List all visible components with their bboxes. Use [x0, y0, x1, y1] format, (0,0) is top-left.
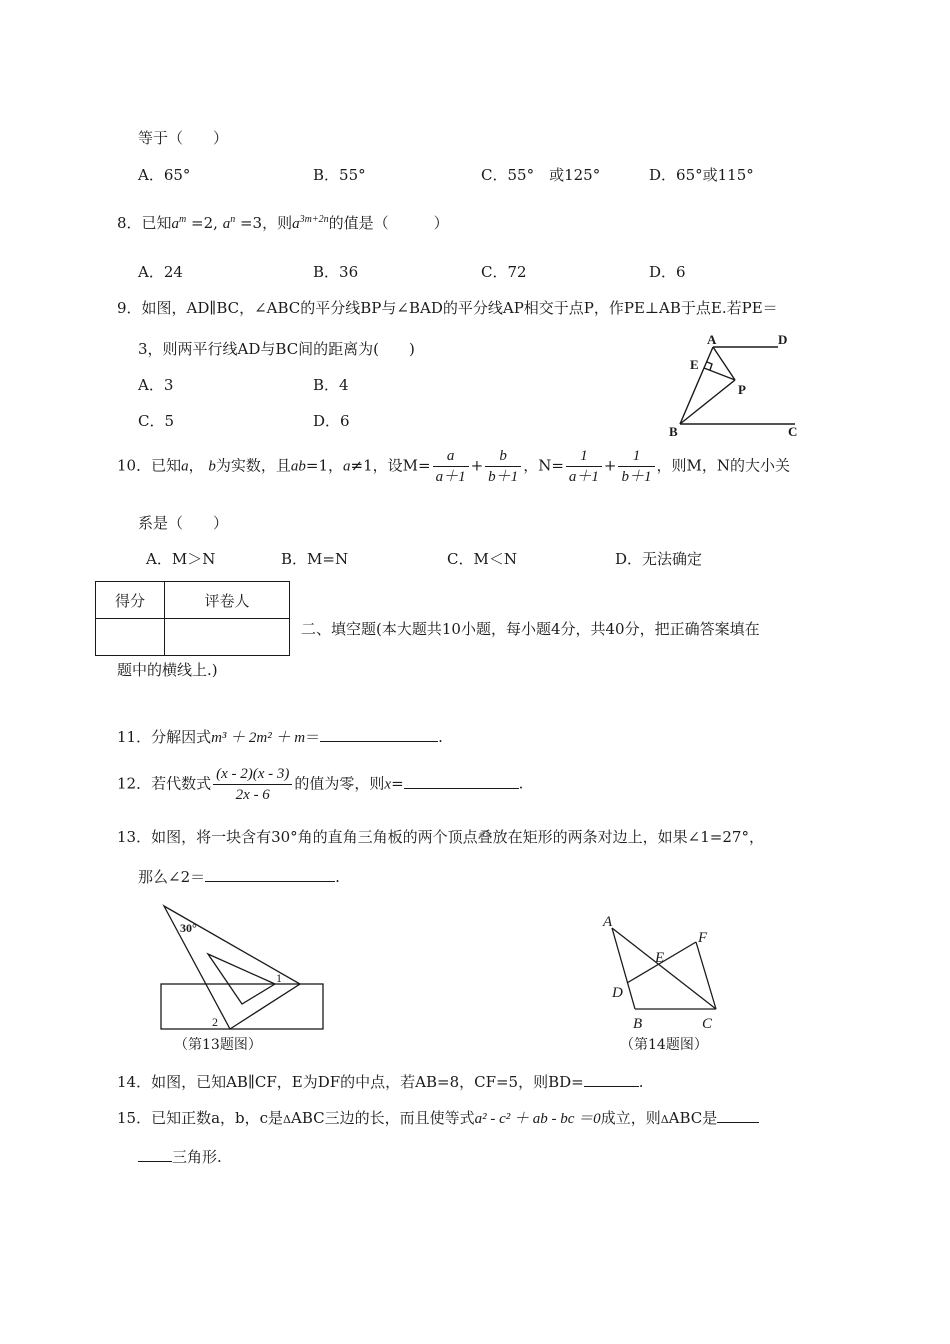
q13-caption: （第13题图）: [174, 1037, 262, 1053]
q10-line2: 系是（ ）: [138, 514, 229, 532]
q11-stem: 11．分解因式m³ ＋ 2m² ＋ m＝ .: [117, 728, 443, 746]
q7-option-d: D．65°或115°: [649, 166, 754, 184]
q10-option-b: B．M=N: [281, 550, 349, 568]
section2-heading-cont: 题中的横线上.): [117, 661, 218, 679]
q12-stem: 12．若代数式 $\frac{(x - 2)(x - 3)}{2x - 6}$ 的值为零，则x= .: [117, 766, 524, 803]
q9-figure: [660, 328, 810, 440]
q12-fraction: $\frac{(x - 2)(x - 3)}{2x - 6}$: [213, 764, 292, 805]
q9-line2: 3，则两平行线AD与BC间的距离为( ): [138, 340, 415, 358]
q7-continuation: 等于（ ）: [138, 129, 229, 147]
q9-label-a: A: [707, 332, 717, 347]
q12-answer-blank[interactable]: [404, 774, 519, 789]
q15-answer-blank-cont[interactable]: [138, 1147, 172, 1162]
q9-option-a: A．3: [138, 376, 174, 394]
q7-option-b: B．55°: [313, 166, 366, 184]
q13-line2: 那么∠2＝ .: [138, 868, 340, 886]
q15-stem: 15．已知正数a，b，c是ΔABC三边的长，而且使等式a² - c² ＋ ab - bc ＝0成立，则ΔABC是: [117, 1107, 759, 1128]
q14-label-c: C: [702, 1016, 713, 1031]
q10-stem: 10．已知a， b为实数，且ab=1，a≠1，设M= $\frac{a}{a+1}$ + $\frac{b}{b+1}$ ，N= $\frac{1}{a+1}$ + $\frac{1}{b+1}$ ，则M，N的大小关: [117, 448, 790, 485]
q11-answer-blank[interactable]: [320, 727, 438, 742]
q8-option-c: C．72: [481, 263, 527, 281]
q10-frac-m1: $\frac{a}{a+1}$: [433, 446, 469, 487]
score-table: [95, 581, 290, 656]
score-cell[interactable]: [96, 619, 165, 656]
q8-stem: 8．已知$a^m =2$, $a^n =3$，则$a^{3m+2n}$的值是（ ）: [117, 214, 449, 232]
q9-label-p: P: [738, 382, 746, 397]
score-header: 得分: [96, 582, 165, 619]
section2-heading: 二、填空题(本大题共10小题，每小题4分，共40分，把正确答案填在: [301, 620, 760, 638]
q9-option-c: C．5: [138, 412, 175, 430]
q15-line2: 三角形.: [138, 1146, 222, 1167]
q10-frac-m2: $\frac{b}{b+1}$: [485, 446, 521, 487]
q15-answer-blank[interactable]: [717, 1108, 759, 1123]
q9-line1: 9．如图，AD∥BC，∠ABC的平分线BP与∠BAD的平分线AP相交于点P，作PE⊥AB于点E.若PE＝: [117, 299, 778, 317]
q14-figure: [597, 906, 732, 1031]
q8-option-d: D．6: [649, 263, 686, 281]
q14-answer-blank[interactable]: [584, 1072, 639, 1087]
q10-frac-n2: $\frac{1}{b+1}$: [618, 446, 654, 487]
q8-option-b: B．36: [313, 263, 359, 281]
q9-label-b: B: [669, 424, 678, 439]
q14-caption: （第14题图）: [620, 1037, 708, 1053]
grader-cell[interactable]: [165, 619, 290, 656]
q13-angle-2: 2: [212, 1015, 218, 1029]
q9-label-c: C: [788, 424, 798, 439]
q9-option-b: B．4: [313, 376, 349, 394]
q10-frac-n1: $\frac{1}{a+1}$: [566, 446, 602, 487]
q8-option-a: A．24: [138, 263, 183, 281]
q14-label-d: D: [612, 985, 623, 1001]
q9-label-e: E: [690, 357, 699, 372]
q10-option-d: D．无法确定: [615, 550, 703, 568]
q14-stem: 14．如图，已知AB∥CF，E为DF的中点，若AB=8，CF=5，则BD= .: [117, 1073, 644, 1091]
q14-label-e: E: [655, 950, 665, 966]
q13-angle-30: 30°: [180, 921, 197, 935]
q10-option-c: C．M＜N: [447, 550, 517, 568]
grader-header: 评卷人: [165, 582, 290, 619]
q13-answer-blank[interactable]: [205, 867, 335, 882]
q13-angle-1: 1: [276, 971, 282, 985]
q10-option-a: A．M＞N: [146, 550, 216, 568]
q13-figure: [150, 900, 335, 1035]
q13-line1: 13．如图，将一块含有30°角的直角三角板的两个顶点叠放在矩形的两条对边上，如果∠1=27°，: [117, 828, 764, 846]
q14-label-a: A: [603, 914, 613, 930]
q9-label-d: D: [778, 332, 788, 347]
q9-option-d: D．6: [313, 412, 350, 430]
q7-option-a: A．65°: [138, 166, 191, 184]
q7-option-c: C．55° 或125°: [481, 166, 601, 184]
q14-label-b: B: [633, 1016, 643, 1031]
q14-label-f: F: [698, 930, 708, 946]
